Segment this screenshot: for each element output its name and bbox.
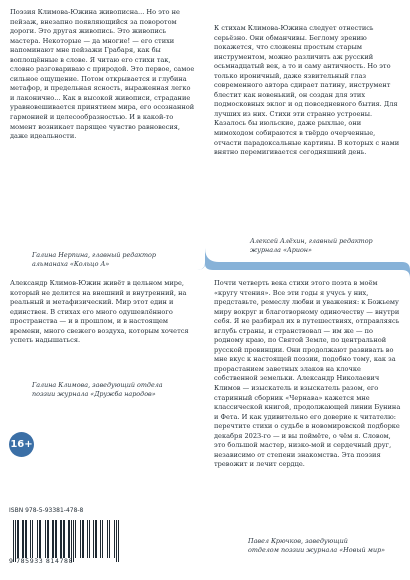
barcode-bar bbox=[87, 520, 88, 558]
barcode-bar bbox=[25, 520, 27, 558]
barcode-bar bbox=[71, 520, 72, 562]
barcode-bar bbox=[89, 520, 90, 558]
review-text: Поэзия Климова-Южина живописна... Но это не пейзаж, внезапно появляющийся за поворотом дороги. Это другая живопись. Это живопись мастера. Некоторые — да многие! — его стихи напоминают мне пейзажи Грабаря, как бы воплощённые в слове. Я читаю его стихи так, словно разговариваю с природой. Это первое, самое сильное ощущение. Потом открывается и глубина метафор, и предельная ясность, выраженная легко и лаконично... Как в высокой живописи, страдание уравновешивается принятием мира, его осознанной гармонией и целесообразностью. И в какой-то момент возникает парящее чувство равновесия, даже идеальности. bbox=[10, 8, 195, 141]
barcode-bar bbox=[93, 520, 94, 558]
author-line: поэзии журнала «Дружба народов» bbox=[32, 390, 156, 399]
review-bottom-right bbox=[214, 279, 402, 470]
age-rating-badge: 16+ bbox=[9, 432, 34, 457]
barcode-bar bbox=[73, 520, 74, 562]
author-line: Алексей Алёхин, главный редактор bbox=[250, 237, 373, 245]
review-top-right bbox=[214, 24, 400, 158]
barcode-bar bbox=[32, 520, 33, 558]
barcode-bar bbox=[107, 520, 108, 558]
barcode-bar bbox=[60, 520, 62, 558]
barcode-bar bbox=[47, 520, 49, 558]
barcode-bar bbox=[30, 520, 31, 558]
barcode-bar bbox=[80, 520, 81, 558]
barcode-bar bbox=[102, 520, 103, 558]
barcode-bar bbox=[17, 520, 19, 558]
barcode-bar bbox=[55, 520, 57, 558]
barcode-bar bbox=[22, 520, 24, 558]
barcode-bar bbox=[109, 520, 110, 558]
barcode-number: 9 785933 814788 bbox=[9, 558, 74, 565]
review-author bbox=[32, 381, 196, 399]
barcode-bar bbox=[95, 520, 97, 558]
barcode-bar bbox=[52, 520, 54, 558]
barcode-bar bbox=[68, 520, 70, 558]
barcode-bar bbox=[118, 520, 119, 562]
author-line: Галина Климова, заведующий отдела bbox=[32, 381, 163, 389]
review-bottom-left bbox=[10, 279, 196, 346]
barcode-bar bbox=[63, 520, 65, 558]
barcode-bar bbox=[45, 520, 46, 558]
review-text: Александр Климов-Южин живёт в цельном мире, который не делится на внешний и внутренний, на реальный и метафизический. Мир этот един и единствен. В стихах его много одушевлённого пространства — и в прошлом, и в настоящем времени, много свежего воздуха, которым хочется успеть надышаться. bbox=[10, 279, 189, 345]
review-top-left bbox=[10, 8, 196, 142]
barcode-bar bbox=[114, 520, 115, 558]
author-line: Павел Крючков, заведующий bbox=[248, 537, 348, 545]
review-author bbox=[32, 251, 196, 269]
barcode-bar bbox=[100, 520, 101, 558]
author-line: журнала «Арион» bbox=[250, 246, 312, 255]
review-text: Почти четверть века стихи этого поэта в моём «кругу чтения». Все эти годы я учусь у них, представьте, ремеслу любви и уважения: к Божьему миру вокруг и благотворному одиночеству — внутри себя. Я не разбирал их в путешествиях, отправляясь вглубь страны, и странствовал — им же — по родному краю, по Святой Земле, по центральной русской провинции. Они продолжают развивать во мне вкус к настоящей поэзии, подобно тому, как за прорастанием заветных злаков на клочке собственной земельки. Александр Николаевич Климов — изыскатель и взыскатель разом, его старинный сборник «Чернава» кажется мне классической книгой, продолжающей линии Бунина и Фета. И как удивительно его доверие к читателю: перечтите стихи о судьбе в новомировской подборке декабря 2023-го — и вы поймёте, о чём я. Словом, это большой мастер, низко-мой и сердечный друг, независимо от степени знакомства. Эта поэзия тревожит и лечит сердце. bbox=[214, 279, 401, 469]
author-line: Галина Нерпина, главный редактор bbox=[32, 251, 156, 259]
barcode-bar bbox=[15, 520, 16, 562]
barcode-bar bbox=[116, 520, 117, 562]
barcode-bar bbox=[82, 520, 84, 558]
author-line: отделом поэзии журнала «Новый мир» bbox=[248, 546, 386, 555]
review-text: К стихам Климова-Южина следует отнестись серьёзно. Они обманчивы. Беглому зрению покажется, что сложены простым старым инструментом, можно различить аж русский осьмнадцатый век, а то и саму античность. Но это только ироничный, даже язвительный глаз современного автора сдирает патину, инструмент блестит как новенький, он создан для этих подмосковных эклог и од повседневного бытия. Для лучших из них. Стихи эти странно устроены. Казалось бы июльские, даже рыхлые, они мимоходом собираются в твёрдо очерченные, отчасти парадоксальные картины. В которых с нами внятно перемигивается сегодняшний день. bbox=[214, 24, 400, 157]
isbn-label: ISBN 978-5-93381-478-8 bbox=[9, 507, 84, 514]
barcode-bar bbox=[75, 520, 76, 558]
barcode-bar bbox=[13, 520, 14, 562]
barcode-bar bbox=[37, 520, 38, 558]
barcode-bar bbox=[39, 520, 41, 558]
author-line: альманаха «Кольцо А» bbox=[32, 260, 110, 269]
review-author bbox=[248, 537, 408, 555]
review-author bbox=[250, 237, 400, 255]
